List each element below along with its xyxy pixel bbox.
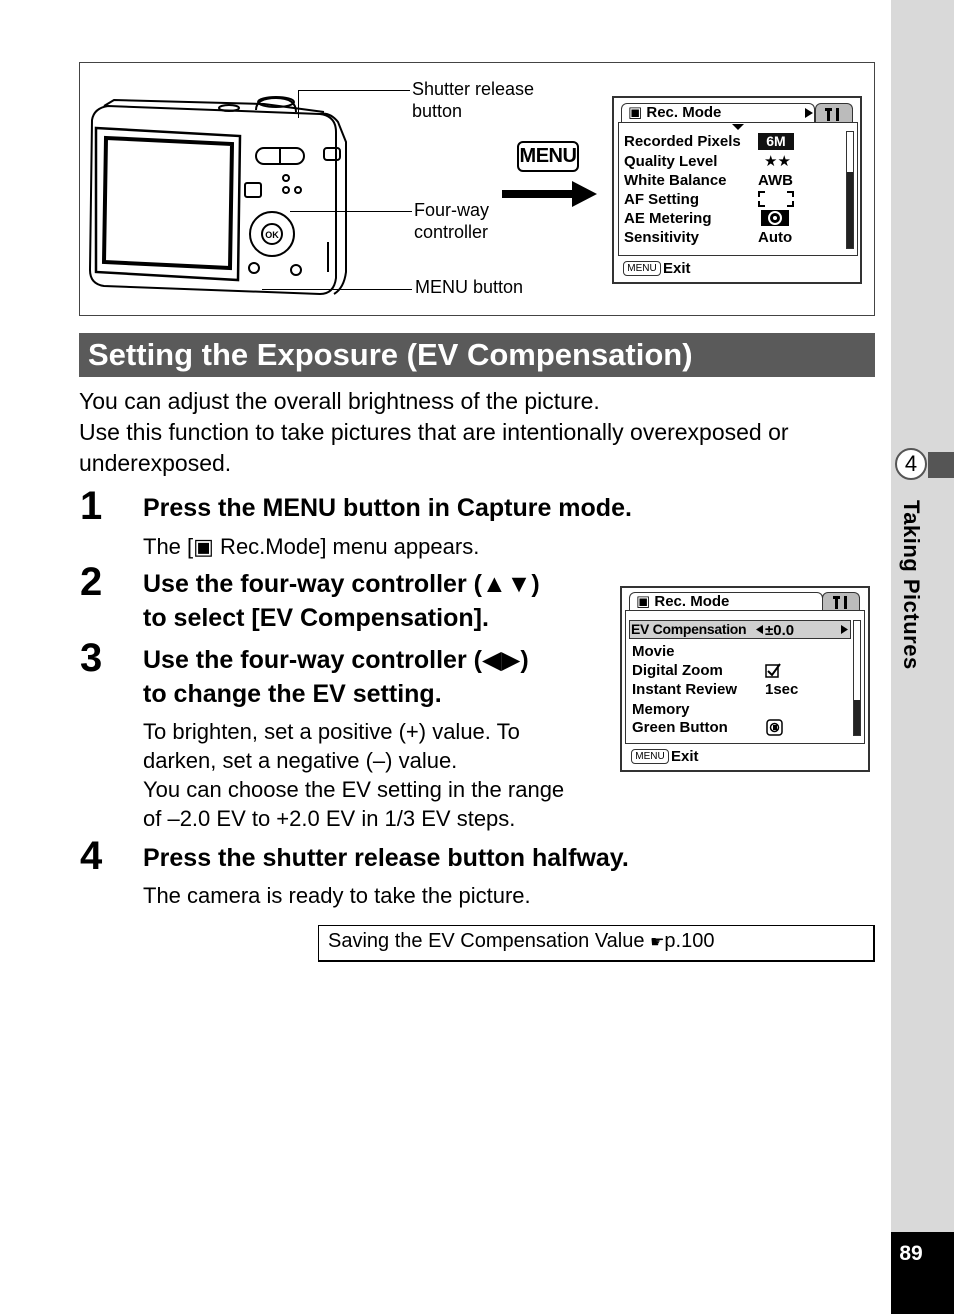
wrench-icon — [832, 594, 852, 610]
step-detail: You can choose the EV setting in the range — [143, 777, 565, 802]
chapter-tab-marker — [928, 452, 954, 478]
callout-shutter-line2: button — [412, 101, 463, 121]
lcd2-row-label: Movie — [632, 643, 675, 660]
reference-text[interactable] — [328, 928, 714, 956]
chapter-title: Taking Pictures — [899, 500, 924, 670]
lcd1-exit-label: Exit — [663, 260, 691, 277]
selected-row-label: EV Compensation — [631, 621, 747, 637]
reference-page-link[interactable]: p.100 — [664, 930, 715, 952]
lcd2-row-label: Memory — [632, 701, 690, 718]
lcd2-tab — [629, 592, 823, 611]
fourway-leader — [290, 211, 412, 212]
intro-line: underexposed. — [79, 450, 232, 476]
left-arrow-icon[interactable] — [755, 624, 764, 635]
lcd1-tab-label: Rec. Mode — [646, 104, 722, 121]
wrench-icon — [824, 106, 844, 122]
sensitivity-value: Auto — [758, 229, 793, 246]
lcd2-row-label: Green Button — [632, 719, 728, 736]
lcd2-menu-key-icon: MENU — [631, 749, 669, 764]
pointing-hand-icon: ☛ — [650, 934, 665, 951]
step-detail: of –2.0 EV to +2.0 EV in 1/3 EV steps. — [143, 806, 516, 831]
lcd1-tab — [621, 103, 815, 123]
step-heading: to change the EV setting. — [143, 680, 442, 708]
step-number: 3 — [80, 636, 103, 680]
lcd1-row-label: White Balance — [624, 172, 727, 189]
step-detail: darken, set a negative (–) value. — [143, 748, 458, 773]
camera-icon: ▣ — [193, 534, 214, 559]
step-heading: Use the four-way controller (▲▼) — [143, 570, 540, 598]
menu-leader — [262, 289, 412, 290]
lcd2-scrollthumb — [854, 700, 860, 735]
step-heading: Press the MENU button in Capture mode. — [143, 494, 632, 522]
checkbox-checked-icon — [765, 662, 781, 678]
step-detail: To brighten, set a positive (+) value. To — [143, 719, 520, 744]
green-button-icon — [766, 719, 783, 736]
instant-review-value: 1sec — [765, 681, 799, 698]
lcd1-menu-key-icon: MENU — [623, 261, 661, 276]
camera-illustration — [84, 82, 354, 302]
recorded-pixels-badge: 6M — [758, 133, 794, 150]
quality-stars: ★★ — [764, 153, 791, 170]
section-title: Setting the Exposure (EV Compensation) — [88, 337, 693, 372]
callout-fourway-line1: Four-way — [414, 200, 490, 220]
callout-shutter-line1: Shutter release — [412, 79, 535, 99]
lcd1-scrollthumb — [847, 172, 853, 248]
shutter-leader — [298, 90, 410, 91]
metering-icon — [760, 209, 790, 227]
lcd2-tab-label: Rec. Mode — [654, 593, 730, 610]
ev-value: ±0.0 — [765, 622, 795, 639]
af-frame-icon — [758, 191, 794, 207]
page-number: 89 — [899, 1242, 923, 1265]
camera-icon: ▣ — [628, 104, 643, 121]
step-heading: to select [EV Compensation]. — [143, 604, 489, 632]
step-detail: The camera is ready to take the picture. — [143, 883, 531, 908]
step-heading: Use the four-way controller (◀▶) — [143, 646, 529, 674]
right-arrow-icon — [500, 180, 600, 208]
lcd1-row-label: Sensitivity — [624, 229, 700, 246]
step-number: 2 — [80, 560, 103, 604]
reference-label: Saving the EV Compensation Value — [328, 930, 645, 952]
intro-line: You can adjust the overall brightness of the picture. — [79, 388, 600, 414]
lcd2-row-label: Instant Review — [632, 681, 738, 698]
lcd1-row-label: AE Metering — [624, 210, 712, 227]
tab-right-arrow-icon — [804, 107, 814, 119]
step-detail — [143, 532, 479, 561]
menu-key-graphic: MENU — [517, 141, 579, 172]
down-marker-icon — [731, 123, 745, 131]
lcd2-exit-label: Exit — [671, 748, 699, 765]
shutter-leader-drop — [298, 90, 299, 118]
callout-menu-button: MENU button — [415, 277, 524, 297]
step-number: 4 — [80, 834, 103, 878]
step-number: 1 — [80, 484, 103, 528]
svg-text:OK: OK — [265, 230, 279, 240]
step-detail-post: Rec.Mode] menu appears. — [213, 534, 480, 559]
lcd1-row-label: Recorded Pixels — [624, 133, 741, 150]
step-heading: Press the shutter release button halfway. — [143, 844, 629, 872]
camera-icon: ▣ — [636, 593, 651, 610]
right-arrow-icon[interactable] — [840, 624, 849, 635]
lcd1-row-label: AF Setting — [624, 191, 699, 208]
lcd1-row-label: Quality Level — [624, 153, 718, 170]
step-detail-pre: The [ — [143, 534, 194, 559]
lcd2-row-label: Digital Zoom — [632, 662, 723, 679]
white-balance-value: AWB — [758, 172, 793, 189]
intro-line: Use this function to take pictures that are intentionally overexposed or — [79, 419, 789, 445]
callout-fourway-line2: controller — [414, 222, 489, 242]
chapter-number: 4 — [895, 448, 927, 480]
